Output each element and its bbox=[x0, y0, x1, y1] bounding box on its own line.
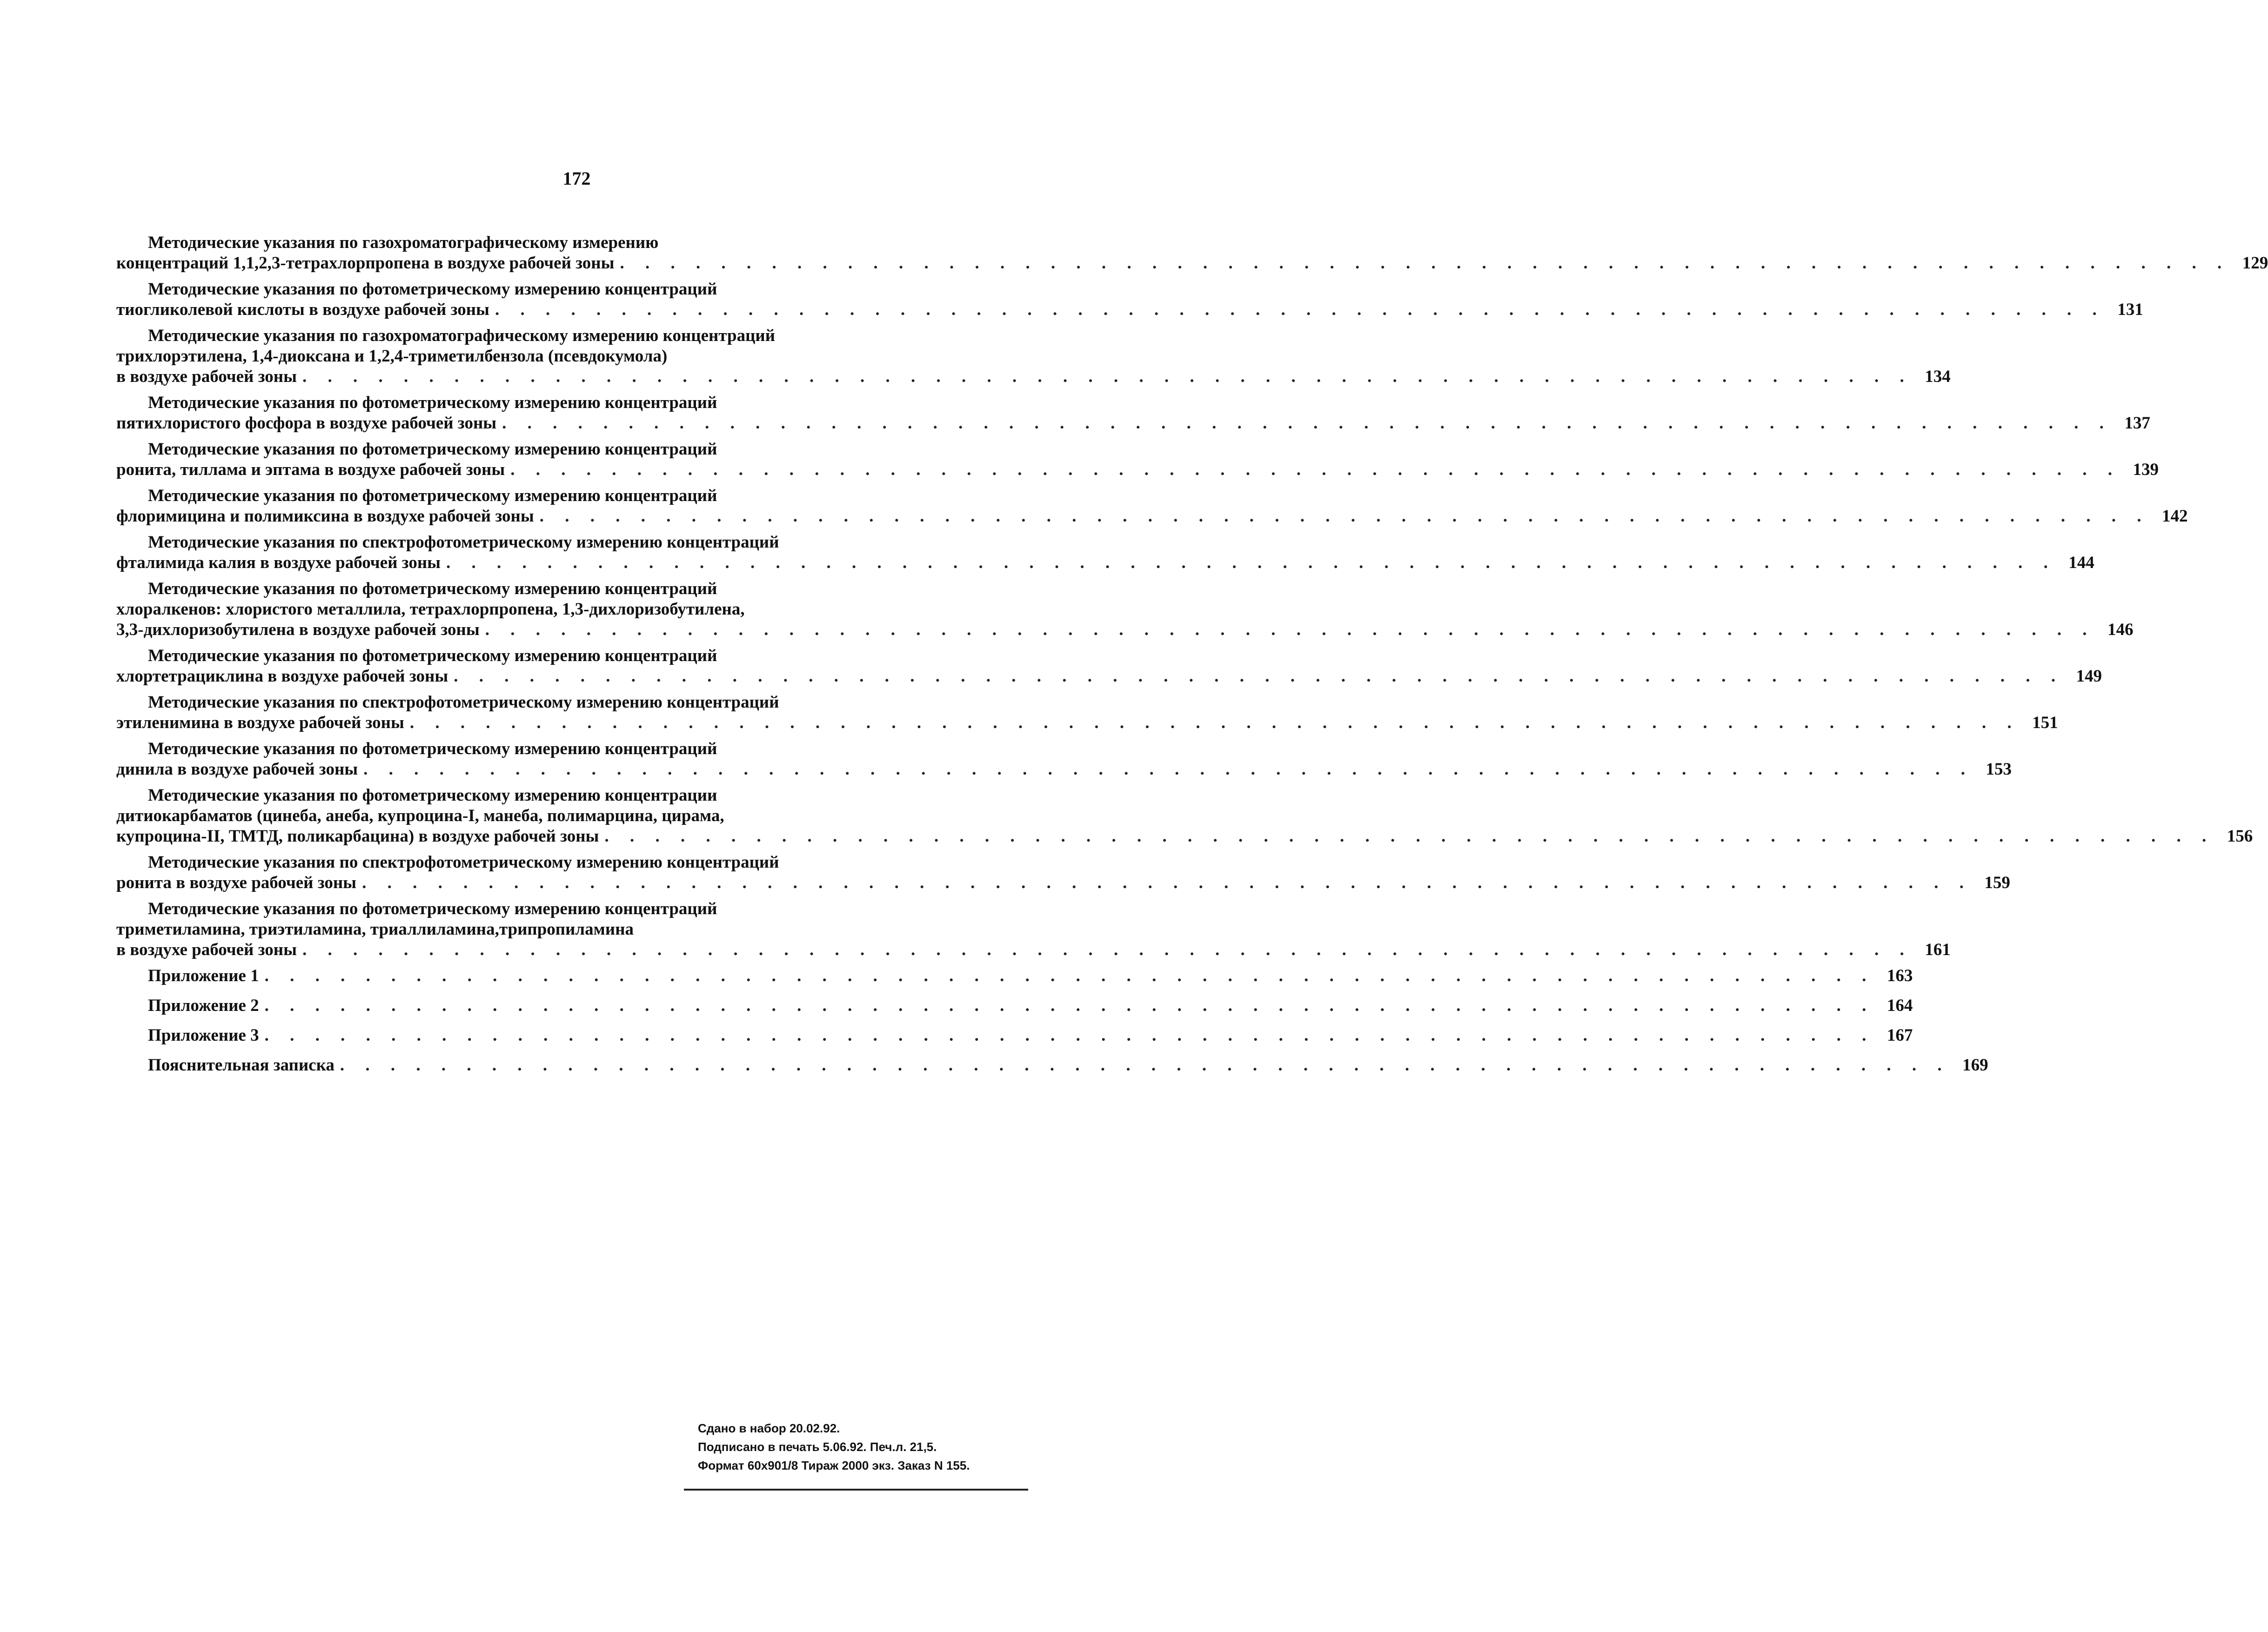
toc-entry-title-line: трихлорэтилена, 1,4-диоксана и 1,2,4-триметилбензола (псевдокумола) bbox=[116, 347, 668, 366]
toc-entry-title-line: Методические указания по фотометрическому измерению концентраций bbox=[148, 393, 717, 412]
toc-entry-title-line: 3,3-дихлоризобутилена в воздухе рабочей зоны bbox=[116, 620, 480, 639]
toc-entry-title-line: Приложение 3 bbox=[148, 1026, 259, 1045]
toc-entry-title-line: Методические указания по фотометрическому измерению концентраций bbox=[148, 486, 717, 505]
toc-entry bbox=[116, 1055, 1988, 1076]
toc-entry bbox=[116, 785, 2253, 847]
toc-entry-title-line: в воздухе рабочей зоны bbox=[116, 940, 297, 959]
toc-entry-title-line: Приложение 2 bbox=[148, 996, 259, 1015]
dot-leader: . . . . . . . . . . . . . . . . . . . . . . . . . . . . . . . . . . . . . . . . . . . . . . . . . . . . . . . . . . . . . . . . bbox=[362, 873, 1972, 892]
toc-entry-page: 142 bbox=[2162, 507, 2188, 526]
toc-entry-page: 169 bbox=[1962, 1056, 1988, 1075]
toc-entry-title-line: Методические указания по газохроматографическому измерению концентраций bbox=[148, 326, 776, 345]
toc-entry-last-line bbox=[116, 620, 2134, 640]
toc-entry-last-line bbox=[116, 759, 2012, 780]
toc-entry-last-line bbox=[116, 826, 2253, 847]
toc-entry bbox=[116, 692, 2058, 733]
dot-leader: . . . . . . . . . . . . . . . . . . . . . . . . . . . . . . . . . . . . . . . . . . . . . . . . . . . . . . . . . . . . . . . . bbox=[485, 620, 2095, 639]
dot-leader: . . . . . . . . . . . . . . . . . . . . . . . . . . . . . . . . . . . . . . . . . . . . . . . . . . . . . . . . . . . . . . . . bbox=[502, 414, 2112, 433]
toc-entry bbox=[116, 326, 1951, 387]
dot-leader: . . . . . . . . . . . . . . . . . . . . . . . . . . . . . . . . . . . . . . . . . . . . . . . . . . . . . . . . . . . . . . . . bbox=[363, 760, 1974, 779]
dot-leader: . . . . . . . . . . . . . . . . . . . . . . . . . . . . . . . . . . . . . . . . . . . . . . . . . . . . . . . . . . . . . . . . bbox=[302, 940, 1913, 959]
toc-entry-title-line: дитиокарбаматов (цинеба, анеба, купроцина-I, манеба, полимарцина, цирама, bbox=[116, 806, 724, 825]
toc-entry-title-line: этиленимина в воздухе рабочей зоны bbox=[116, 713, 404, 732]
dot-leader: . . . . . . . . . . . . . . . . . . . . . . . . . . . . . . . . . . . . . . . . . . . . . . . . . . . . . . . . . . . . . . . . bbox=[495, 300, 2105, 319]
toc-entry-page: 164 bbox=[1887, 996, 1913, 1015]
toc-entry-title-line: Методические указания по спектрофотометрическому измерению концентраций bbox=[148, 693, 779, 712]
dot-leader: . . . . . . . . . . . . . . . . . . . . . . . . . . . . . . . . . . . . . . . . . . . . . . . . . . . . . . . . . . . . . . . . bbox=[510, 460, 2121, 479]
toc-entry-last-line bbox=[116, 1025, 1913, 1046]
toc-entry bbox=[116, 1025, 1913, 1046]
toc-entry-title-line: Методические указания по фотометрическому измерению концентрации bbox=[148, 786, 717, 805]
dot-leader: . . . . . . . . . . . . . . . . . . . . . . . . . . . . . . . . . . . . . . . . . . . . . . . . . . . . . . . . . . . . . . . . bbox=[604, 827, 2215, 846]
toc-entry-title-line: концентраций 1,1,2,3-тетрахлорпропена в воздухе рабочей зоны bbox=[116, 254, 615, 273]
toc-entry-page: 167 bbox=[1887, 1026, 1913, 1045]
toc-entry-title-line: пятихлористого фосфора в воздухе рабочей зоны bbox=[116, 414, 497, 433]
toc-entry-title-line: Пояснительная записка bbox=[148, 1056, 335, 1075]
toc-entry bbox=[116, 579, 2134, 640]
toc-entry bbox=[116, 439, 2159, 480]
toc-entry-title-line: ронита в воздухе рабочей зоны bbox=[116, 873, 357, 892]
toc-entry-title-line: купроцина-II, ТМТД, поликарбацина) в воздухе рабочей зоны bbox=[116, 827, 599, 846]
toc-entry-title-line: Методические указания по фотометрическому измерению концентраций bbox=[148, 579, 717, 598]
toc-entry-last-line bbox=[116, 413, 2150, 434]
toc-entry bbox=[116, 899, 1951, 960]
toc-entry-title-line: Методические указания по фотометрическому измерению концентраций bbox=[148, 280, 717, 299]
table-of-contents bbox=[116, 233, 2268, 1085]
toc-entry-last-line bbox=[116, 996, 1913, 1016]
toc-entry-last-line bbox=[116, 506, 2188, 527]
dot-leader: . . . . . . . . . . . . . . . . . . . . . . . . . . . . . . . . . . . . . . . . . . . . . . . . . . . . . . . . . . . . . . . . bbox=[264, 966, 1875, 985]
toc-entry bbox=[116, 532, 2094, 573]
toc-entry-page: 159 bbox=[1984, 873, 2010, 892]
toc-entry-page: 163 bbox=[1887, 966, 1913, 985]
imprint bbox=[698, 1419, 970, 1475]
dot-leader: . . . . . . . . . . . . . . . . . . . . . . . . . . . . . . . . . . . . . . . . . . . . . . . . . . . . . . . . . . . . . . . . bbox=[340, 1056, 1950, 1075]
toc-entry-title-line: Приложение 1 bbox=[148, 966, 259, 985]
toc-entry-last-line bbox=[116, 460, 2159, 480]
toc-entry-title-line: флоримицина и полимиксина в воздухе рабочей зоны bbox=[116, 507, 534, 526]
toc-entry-title-line: Методические указания по газохроматографическому измерению bbox=[148, 233, 659, 252]
toc-entry-page: 139 bbox=[2133, 460, 2159, 479]
dot-leader: . . . . . . . . . . . . . . . . . . . . . . . . . . . . . . . . . . . . . . . . . . . . . . . . . . . . . . . . . . . . . . . . bbox=[539, 507, 2150, 526]
toc-entry-page: 146 bbox=[2107, 620, 2134, 639]
toc-entry-last-line bbox=[116, 966, 1913, 986]
toc-entry bbox=[116, 852, 2010, 893]
toc-entry-title-line: Методические указания по фотометрическому измерению концентраций bbox=[148, 899, 717, 918]
dot-leader: . . . . . . . . . . . . . . . . . . . . . . . . . . . . . . . . . . . . . . . . . . . . . . . . . . . . . . . . . . . . . . . . bbox=[264, 996, 1875, 1015]
imprint-print-date: Подписано в печать 5.06.92. Печ.л. 21,5. bbox=[698, 1440, 937, 1454]
toc-entry-page: 151 bbox=[2032, 713, 2058, 732]
dot-leader: . . . . . . . . . . . . . . . . . . . . . . . . . . . . . . . . . . . . . . . . . . . . . . . . . . . . . . . . . . . . . . . . bbox=[409, 713, 2020, 732]
toc-entry-title-line: Методические указания по фотометрическому измерению концентраций bbox=[148, 440, 717, 459]
toc-entry-title-line: ронита, тиллама и эптама в воздухе рабочей зоны bbox=[116, 460, 505, 479]
toc-entry bbox=[116, 646, 2102, 687]
toc-entry-page: 149 bbox=[2076, 667, 2102, 686]
toc-entry-page: 144 bbox=[2068, 553, 2094, 572]
toc-entry-last-line bbox=[116, 713, 2058, 733]
toc-entry-title-line: фталимида калия в воздухе рабочей зоны bbox=[116, 553, 441, 572]
toc-entry bbox=[116, 996, 1913, 1016]
dot-leader: . . . . . . . . . . . . . . . . . . . . . . . . . . . . . . . . . . . . . . . . . . . . . . . . . . . . . . . . . . . . . . . . bbox=[620, 254, 2230, 273]
toc-entry bbox=[116, 966, 1913, 986]
toc-entry-page: 156 bbox=[2227, 827, 2253, 846]
toc-entry bbox=[116, 393, 2150, 434]
toc-entry-title-line: хлоралкенов: хлористого металлила, тетрахлорпропена, 1,3-дихлоризобутилена, bbox=[116, 600, 745, 619]
toc-entry bbox=[116, 233, 2268, 274]
imprint-typeset-date: Сдано в набор 20.02.92. bbox=[698, 1421, 840, 1435]
toc-entry-last-line bbox=[116, 553, 2094, 573]
dot-leader: . . . . . . . . . . . . . . . . . . . . . . . . . . . . . . . . . . . . . . . . . . . . . . . . . . . . . . . . . . . . . . . . bbox=[454, 667, 2064, 686]
toc-entry-title-line: динила в воздухе рабочей зоны bbox=[116, 760, 358, 779]
toc-entry bbox=[116, 279, 2143, 320]
toc-entry-title-line: хлортетрациклина в воздухе рабочей зоны bbox=[116, 667, 448, 686]
imprint-format: Формат 60х901/8 Тираж 2000 экз. Заказ N 155. bbox=[698, 1458, 970, 1472]
toc-entry-title-line: Методические указания по спектрофотометрическому измерению концентраций bbox=[148, 853, 779, 872]
toc-entry-title-line: Методические указания по фотометрическому измерению концентраций bbox=[148, 646, 717, 665]
dot-leader: . . . . . . . . . . . . . . . . . . . . . . . . . . . . . . . . . . . . . . . . . . . . . . . . . . . . . . . . . . . . . . . . bbox=[264, 1026, 1875, 1045]
imprint-rule bbox=[684, 1489, 1028, 1491]
toc-entry-page: 131 bbox=[2117, 300, 2143, 319]
toc-entry-title-line: Методические указания по спектрофотометрическому измерению концентраций bbox=[148, 533, 779, 552]
page-number: 172 bbox=[562, 168, 591, 189]
toc-entry-page: 134 bbox=[1925, 367, 1951, 386]
toc-entry-page: 153 bbox=[1986, 760, 2012, 779]
toc-entry-title-line: триметиламина, триэтиламина, триаллиламина,трипропиламина bbox=[116, 920, 634, 939]
toc-entry-title-line: тиогликолевой кислоты в воздухе рабочей зоны bbox=[116, 300, 489, 319]
toc-entry-last-line bbox=[116, 940, 1951, 960]
toc-entry bbox=[116, 486, 2188, 527]
toc-entry-last-line bbox=[116, 1055, 1988, 1076]
dot-leader: . . . . . . . . . . . . . . . . . . . . . . . . . . . . . . . . . . . . . . . . . . . . . . . . . . . . . . . . . . . . . . . . bbox=[446, 553, 2056, 572]
toc-entry-last-line bbox=[116, 300, 2143, 320]
toc-entry-last-line bbox=[116, 666, 2102, 687]
dot-leader: . . . . . . . . . . . . . . . . . . . . . . . . . . . . . . . . . . . . . . . . . . . . . . . . . . . . . . . . . . . . . . . . bbox=[302, 367, 1913, 386]
toc-entry-last-line bbox=[116, 253, 2268, 274]
toc-entry-page: 137 bbox=[2124, 414, 2150, 433]
toc-entry-title-line: в воздухе рабочей зоны bbox=[116, 367, 297, 386]
toc-entry-page: 161 bbox=[1925, 940, 1951, 959]
toc-entry-last-line bbox=[116, 873, 2010, 893]
toc-entry-page: 129 bbox=[2242, 254, 2268, 273]
toc-entry-last-line bbox=[116, 367, 1951, 387]
toc-entry-title-line: Методические указания по фотометрическому измерению концентраций bbox=[148, 739, 717, 758]
toc-entry bbox=[116, 739, 2012, 780]
